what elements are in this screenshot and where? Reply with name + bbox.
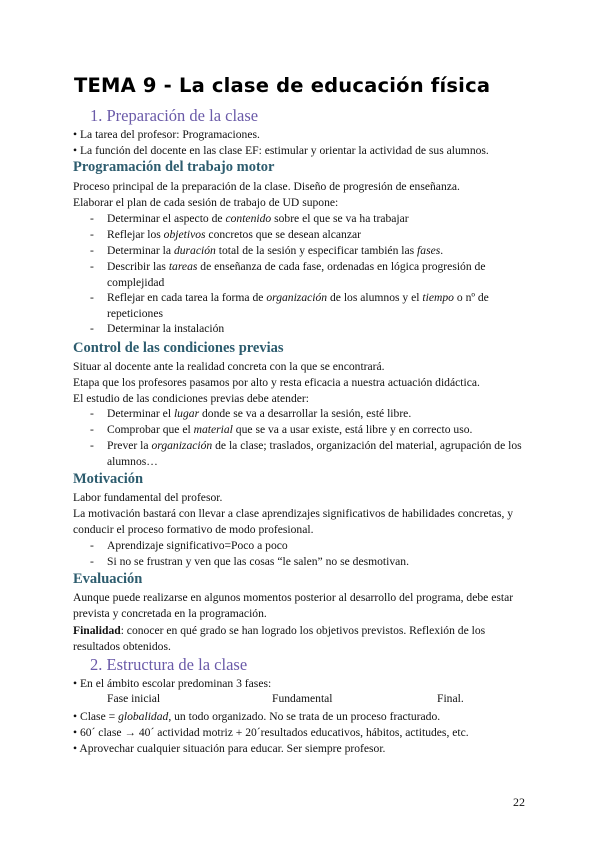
list-dash: - — [90, 439, 94, 452]
list-dash: - — [90, 228, 94, 241]
list-dash: - — [90, 555, 94, 568]
list-dash: - — [90, 539, 94, 552]
subheading-evaluacion: Evaluación — [73, 571, 143, 587]
list-dash: - — [90, 423, 94, 436]
bullet-fases: • En el ámbito escolar predominan 3 fases: — [73, 677, 272, 690]
paragraph-line: Etapa que los profesores pasamos por alto y resta eficacia a nuestra actuación didáctica. — [73, 376, 480, 389]
phase-final: Final. — [437, 692, 464, 705]
paragraph-finalidad: Finalidad: conocer en qué grado se han logrado los objetivos previstos. Reflexión de los resultados obtenidos. — [73, 624, 486, 653]
list-dash: - — [90, 407, 94, 420]
list-dash: - — [90, 291, 94, 304]
bullet-globalidad: • Clase = globalidad, un todo organizado. No se trata de un proceso fracturado. — [73, 710, 441, 723]
paragraph-text: Aunque puede realizarse en algunos momentos posterior al desarrollo del programa, debe estar prevista y concretada en la programación. — [73, 591, 514, 620]
subheading-programacion: Programación del trabajo motor — [73, 159, 275, 175]
list-dash: - — [90, 322, 94, 335]
page-title: TEMA 9 - La clase de educación física — [74, 74, 491, 97]
paragraph-line: Situar al docente ante la realidad concreta con la que se encontrará. — [73, 360, 385, 373]
document-page: TEMA 9 - La clase de educación física 1. Preparación de la clase • La tarea del profesor: Programaciones. • La función del docente en las clase EF: estimular y orientar la actividad de sus alumnos. Programación del trabajo motor Proceso principal de la preparación de la clase. Diseño de progresión de enseñanza. Elaborar el plan de cada sesión de trabajo de UD supone: - Determinar el aspecto de contenido sobre el que se va ha trabajar - Reflejar los objetivos concretos que se desean alcanzar - Determinar la duración total de la sesión y especificar también las fases. - Describir las tareas de enseñanza de cada fase, ordenadas en lógica progresión de complejidad - Reflejar en cada tarea la forma de organización de los alumnos y el tiempo o nº de repeticiones - Determinar la instalación Control de las condiciones previas Situar al docente ante la realidad concreta con la que se encontrará. Etapa que los profesores pasamos por alto y resta eficacia a nuestra actuación didáctica. El estudio de las condiciones previas debe atender: - Determinar el lugar donde se va a desarrollar la sesión, esté libre. - Comprobar que el material que se va a usar existe, está libre y en correcto uso. - Prever la organización de la clase; traslados, organización del material, agrupación de los alumnos… Motivación Labor fundamental del profesor. La motivación bastará con llevar a clase aprendizajes significativos de habilidades concretas, y conducir el proceso formativo de modo profesional. - Aprendizaje significativo=Poco a poco - Si no se frustran y ven que las cosas “le salen” no se desmotivan. Evaluación Aunque puede realizarse en algunos momentos posterior al desarrollo del programa, debe estar prevista y concretada en la programación. Finalidad: conocer en qué grado se han logrado los objetivos previstos. Reflexión de los resultados obtenidos. 2. Estructura de la clase • En el ámbito escolar predominan 3 fases: Fase inicial Fundamental Final. • Clase = globalidad, un todo organizado. No se trata de un proceso fracturado. • 60´ clase → 40´ actividad motriz + 20´resultados educativos, hábitos, actitudes, etc. • Aprovechar cualquier situación para educar. Ser siempre profesor. 22 — [0, 0, 600, 848]
page-number: 22 — [513, 795, 525, 809]
bullet-tiempo: • 60´ clase → 40´ actividad motriz + 20´resultados educativos, hábitos, actitudes, etc. — [73, 726, 469, 739]
bullet-funcion-docente: • La función del docente en las clase EF: estimular y orientar la actividad de sus alumnos. — [73, 144, 489, 157]
paragraph-text: La motivación bastará con llevar a clase aprendizajes significativos de habilidades concretas, y conducir el proceso formativo de modo profesional. — [73, 507, 514, 536]
bullet-aprovechar: • Aprovechar cualquier situación para educar. Ser siempre profesor. — [73, 742, 386, 755]
subheading-control: Control de las condiciones previas — [73, 340, 284, 356]
paragraph-line: Labor fundamental del profesor. — [73, 491, 223, 504]
list-dash: - — [90, 260, 94, 273]
list-dash: - — [90, 212, 94, 225]
subheading-motivacion: Motivación — [73, 471, 144, 487]
phase-fundamental: Fundamental — [272, 692, 333, 705]
paragraph-line: El estudio de las condiciones previas debe atender: — [73, 392, 309, 405]
section-heading-preparacion: 1. Preparación de la clase — [90, 106, 259, 125]
section-heading-estructura: 2. Estructura de la clase — [90, 655, 248, 674]
paragraph-line: Elaborar el plan de cada sesión de trabajo de UD supone: — [73, 196, 339, 209]
bullet-tarea-profesor: • La tarea del profesor: Programaciones. — [73, 128, 260, 141]
paragraph-line: Proceso principal de la preparación de la clase. Diseño de progresión de enseñanza. — [73, 180, 460, 193]
list-dash: - — [90, 244, 94, 257]
phase-inicial: Fase inicial — [107, 692, 161, 705]
